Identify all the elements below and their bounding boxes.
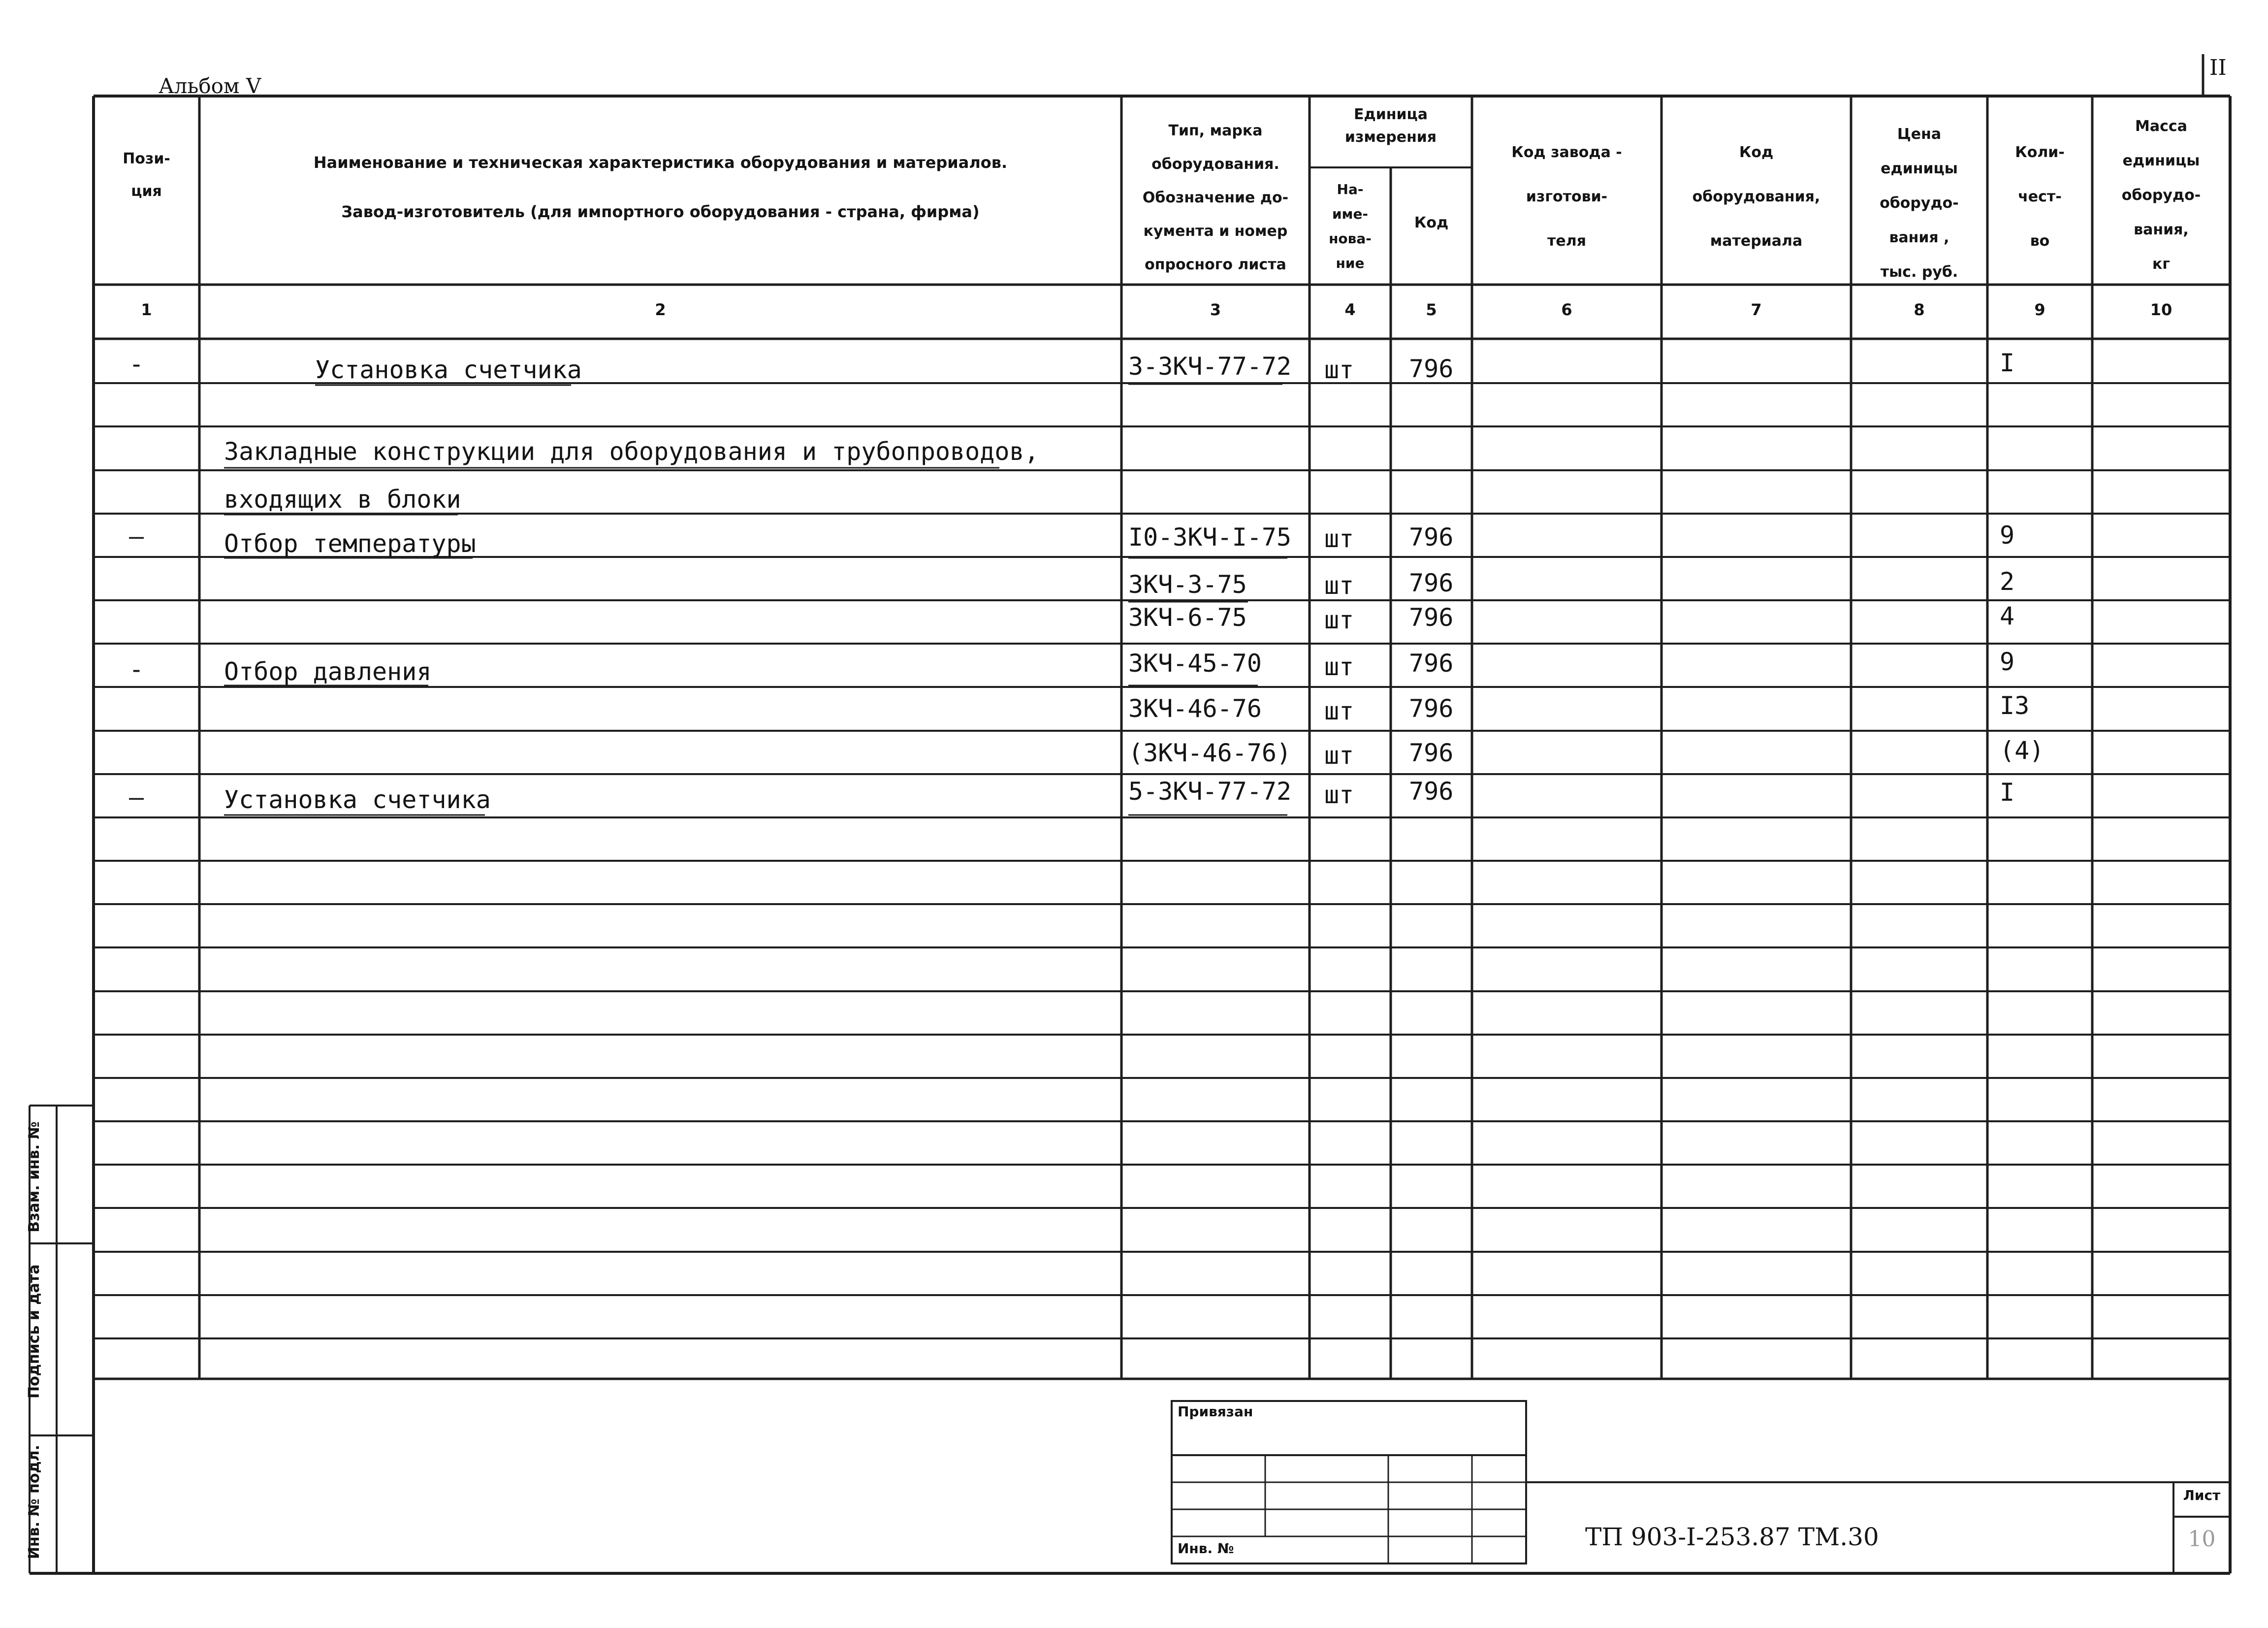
row-type: 3КЧ-3-75	[1128, 570, 1247, 599]
row-quantity: 2	[2000, 567, 2015, 596]
album-title: Альбом V	[159, 74, 261, 98]
column-number: 3	[1210, 300, 1221, 319]
row-code: 796	[1409, 603, 1454, 632]
column-number: 10	[2150, 300, 2172, 319]
row-position: –	[129, 522, 144, 551]
stamp-attached-label: Привязан	[1178, 1403, 1253, 1420]
row-type: (3КЧ-46-76)	[1128, 739, 1292, 767]
row-name: Установка счетчика	[224, 785, 491, 814]
row-quantity: 9	[2000, 521, 2015, 550]
row-name: Установка счетчика	[315, 356, 582, 384]
header-position: Пози- ция	[123, 150, 170, 200]
row-unit: шт	[1324, 652, 1354, 681]
header-unit-code: Код	[1414, 214, 1449, 231]
header-type: Тип, марка оборудования. Обозначение до- кумента и номер опросного листа	[1142, 122, 1289, 273]
stamp-inventory-label: Инв. №	[1178, 1540, 1234, 1557]
row-unit: шт	[1324, 741, 1354, 770]
column-number: 9	[2034, 300, 2045, 319]
column-number: 8	[1914, 300, 1925, 319]
header-quantity: Коли- чест- во	[2015, 144, 2065, 250]
side-label-inventory: Инв. № подл.	[26, 1444, 43, 1560]
sheet-label: Лист	[2183, 1487, 2221, 1503]
column-number: 7	[1751, 300, 1762, 319]
header-unit-group: Единица измерения	[1344, 106, 1437, 146]
row-type: 3-3КЧ-77-72	[1128, 352, 1292, 381]
row-unit: шт	[1324, 781, 1354, 809]
side-label-signature: Подпись и дата	[26, 1264, 43, 1399]
row-code: 796	[1409, 739, 1454, 767]
column-number: 4	[1344, 300, 1356, 319]
row-unit: шт	[1324, 524, 1354, 553]
row-code: 796	[1409, 355, 1454, 383]
row-unit: шт	[1324, 571, 1354, 600]
row-name: входящих в блоки	[224, 485, 461, 514]
header-mass: Масса единицы оборудо- вания, кг	[2121, 118, 2201, 273]
row-unit: шт	[1324, 356, 1354, 384]
row-quantity: I	[2000, 349, 2015, 377]
row-code: 796	[1409, 569, 1454, 597]
column-number: 5	[1426, 300, 1437, 319]
row-type: 3КЧ-46-76	[1128, 694, 1262, 723]
row-code: 796	[1409, 694, 1454, 723]
row-unit: шт	[1324, 606, 1354, 634]
row-code: 796	[1409, 523, 1454, 552]
row-code: 796	[1409, 777, 1454, 806]
row-position: –	[129, 783, 144, 812]
row-code: 796	[1409, 649, 1454, 678]
row-quantity: (4)	[2000, 736, 2044, 765]
side-label-replacement: Взам. инв. №	[26, 1121, 43, 1233]
row-name: Закладные конструкции для оборудования и трубопроводов,	[224, 437, 1039, 466]
row-unit: шт	[1324, 697, 1354, 725]
header-equipment-code: Код оборудования, материала	[1692, 144, 1821, 250]
row-type: I0-3КЧ-I-75	[1128, 523, 1292, 552]
column-number: 1	[141, 300, 152, 319]
column-number: 2	[655, 300, 666, 319]
document-code: ТП 903-I-253.87 ТМ.30	[1585, 1523, 1879, 1551]
header-unit-name: На- име- нова- ние	[1329, 181, 1372, 271]
row-quantity: I3	[2000, 691, 2030, 720]
row-position: -	[129, 350, 144, 378]
page-number: II	[2209, 55, 2227, 80]
row-quantity: 4	[2000, 602, 2015, 630]
header-manufacturer-code: Код завода - изготови- теля	[1511, 144, 1622, 250]
row-position: -	[129, 655, 144, 684]
header-price: Цена единицы оборудо- вания , тыс. руб.	[1880, 126, 1959, 281]
row-quantity: 9	[2000, 648, 2015, 676]
row-type: 3КЧ-6-75	[1128, 603, 1247, 632]
row-type: 3КЧ-45-70	[1128, 649, 1262, 678]
row-quantity: I	[2000, 778, 2015, 807]
row-name: Отбор давления	[224, 657, 432, 686]
row-name: Отбор температуры	[224, 529, 476, 558]
row-type: 5-3КЧ-77-72	[1128, 777, 1292, 806]
sheet-number: 10	[2188, 1527, 2216, 1552]
header-name: Наименование и техническая характеристика оборудования и материалов. Завод-изготовитель (для импортного оборудования - страна, фирма)	[313, 153, 1008, 221]
column-number: 6	[1561, 300, 1572, 319]
